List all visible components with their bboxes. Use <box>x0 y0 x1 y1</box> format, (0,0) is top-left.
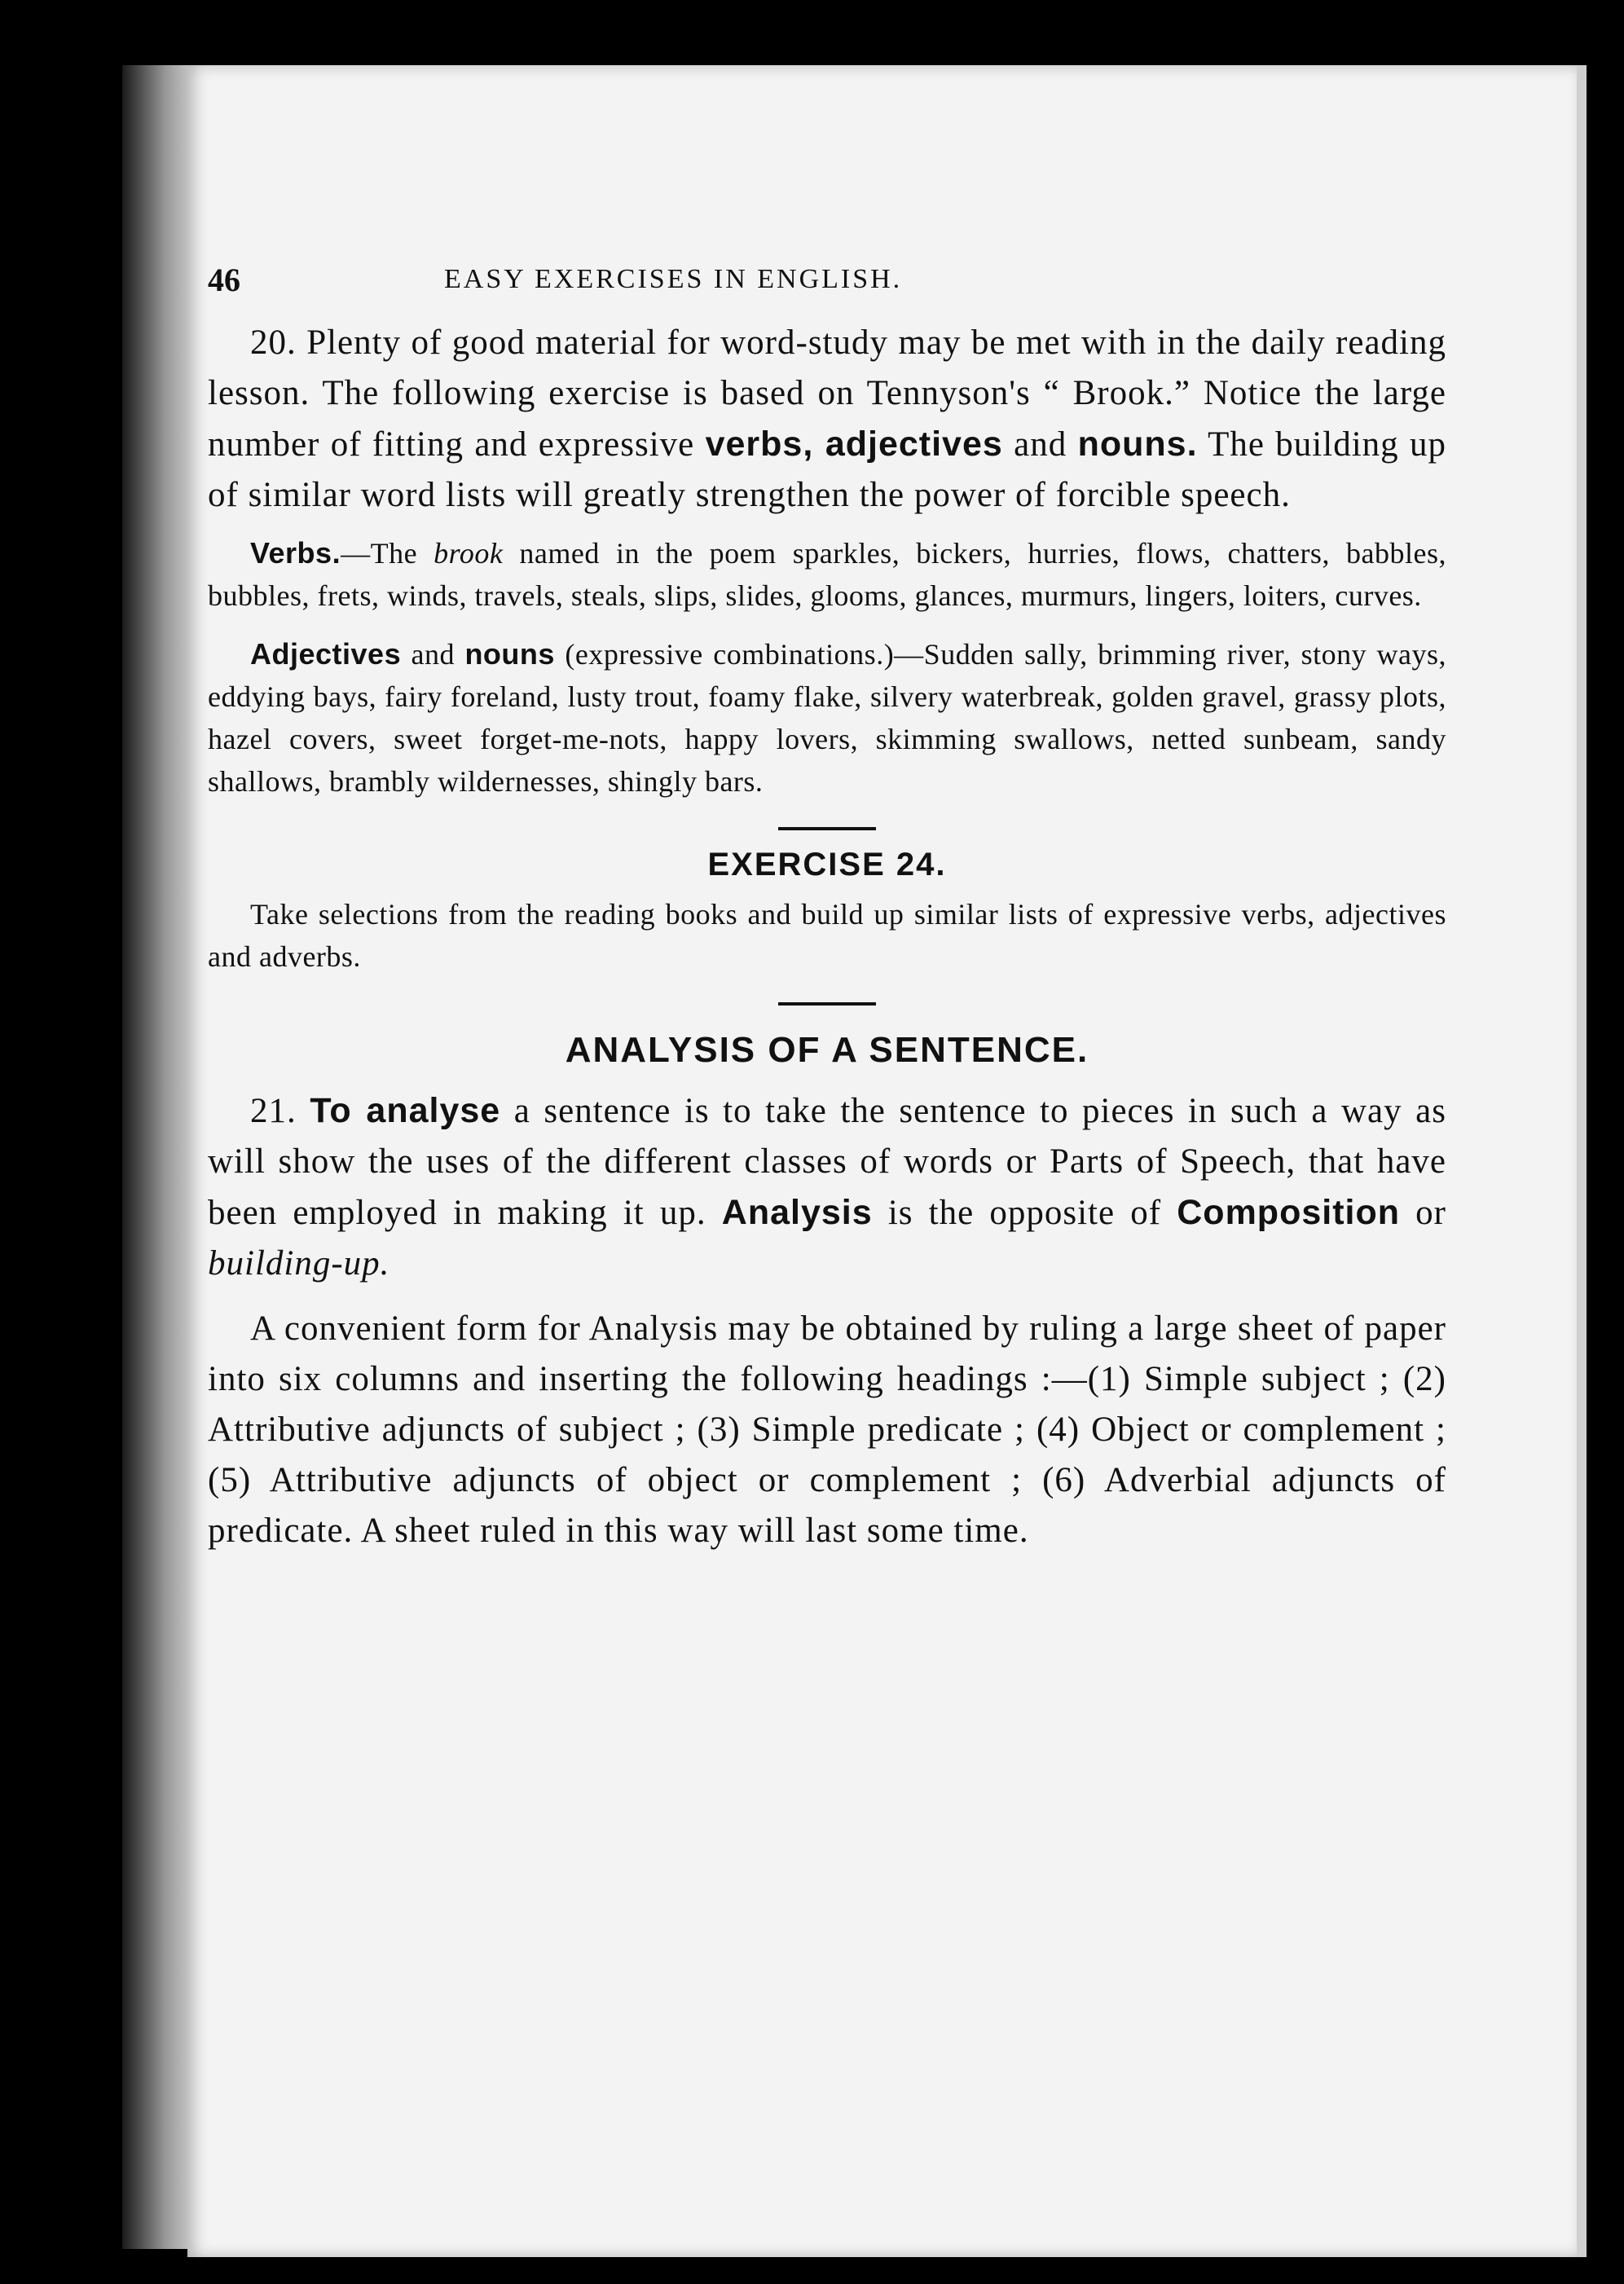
paragraph-gap <box>208 1289 1446 1304</box>
verbs-text-2: named in the poem sparkles, bickers, hurries, flows, chatters, babbles, bubbles, frets, winds, travels, steals, slips, slides, glooms, glances, murmurs, lingers, loiters, curves. <box>208 537 1447 612</box>
paragraph-20-text-3: The building up of similar word lists will greatly strengthen the power of forcible speech. <box>208 425 1446 514</box>
paragraph-21-bold-1: To analyse <box>310 1091 501 1130</box>
section-heading: ANALYSIS OF A SENTENCE. <box>565 1030 1089 1070</box>
paragraph-20-text-2: and <box>1002 425 1078 464</box>
paragraph-20-bold-2: nouns. <box>1077 425 1198 464</box>
paragraph-21 <box>208 1085 1446 1289</box>
page-number: 46 <box>208 262 240 298</box>
analysis-form-paragraph: A convenient form for Analysis may be obtained by ruling a large sheet of paper into six columns and inserting the following headings :—(1) Simple subject ; (2) Attributive adjuncts of subject ; (3) Simple predicate ; (4) Object or complement ; (5) Attributive adjuncts of object or complement ; (6) Adverbial adjuncts of predicate. A sheet ruled in this way will last some time. <box>208 1309 1446 1550</box>
verbs-label: Verbs. <box>250 536 341 570</box>
paragraph-21-text-3: is the opposite of <box>872 1194 1177 1232</box>
exercise-text: Take selections from the reading books and build up similar lists of expressive verbs, adjectives and adverbs. <box>208 898 1446 973</box>
paragraph-21-italic: building-up. <box>208 1244 390 1283</box>
nouns-label: nouns <box>464 637 555 671</box>
paragraph-20-bold-1: verbs, adjectives <box>705 425 1003 464</box>
divider-rule-1 <box>778 827 876 830</box>
exercise-heading: EXERCISE 24. <box>707 847 947 882</box>
paragraph-21-text-1: 21. <box>250 1092 310 1130</box>
adjectives-text-2: (expressive combinations.)—Sudden sally, brimming river, stony ways, eddying bays, fairy foreland, lusty trout, foamy flake, silvery waterbreak, golden gravel, grassy plots, hazel covers, sweet forget-me-nots, happy lovers, skimming swallows, netted sunbeam, sandy shallows, brambly wildernesses, shingly bars. <box>208 638 1446 798</box>
paragraph-21-text-4: or <box>1400 1194 1446 1232</box>
verbs-list <box>208 532 1446 617</box>
paragraph-20 <box>208 318 1446 521</box>
page-content <box>208 187 1446 1556</box>
running-head <box>208 261 1446 318</box>
running-title: EASY EXERCISES IN ENGLISH. <box>444 264 903 294</box>
paragraph-21-text-2: a sentence is to take the sentence to pieces in such a way as will show the uses of the different classes of words or Parts of Speech, that have been employed in making it up. <box>208 1092 1446 1232</box>
scan-right-edge <box>1577 65 1587 2257</box>
adjectives-list <box>208 633 1446 803</box>
scan-binding-edge <box>122 65 196 2249</box>
verbs-text-1: —The <box>341 537 434 570</box>
divider-rule-2 <box>778 1002 876 1006</box>
adjectives-text-1: and <box>401 638 465 671</box>
paragraph-20-text-1: 20. Plenty of good material for word-study may be met with in the daily reading lesson. The following exercise is based on Tennyson's “ Brook.” Notice the large number of fitting and expressive <box>208 323 1446 464</box>
paragraph-21-bold-2: Analysis <box>721 1193 873 1232</box>
adjectives-label: Adjectives <box>250 637 402 671</box>
paragraph-21-bold-3: Composition <box>1177 1193 1400 1232</box>
verbs-italic: brook <box>434 537 504 570</box>
